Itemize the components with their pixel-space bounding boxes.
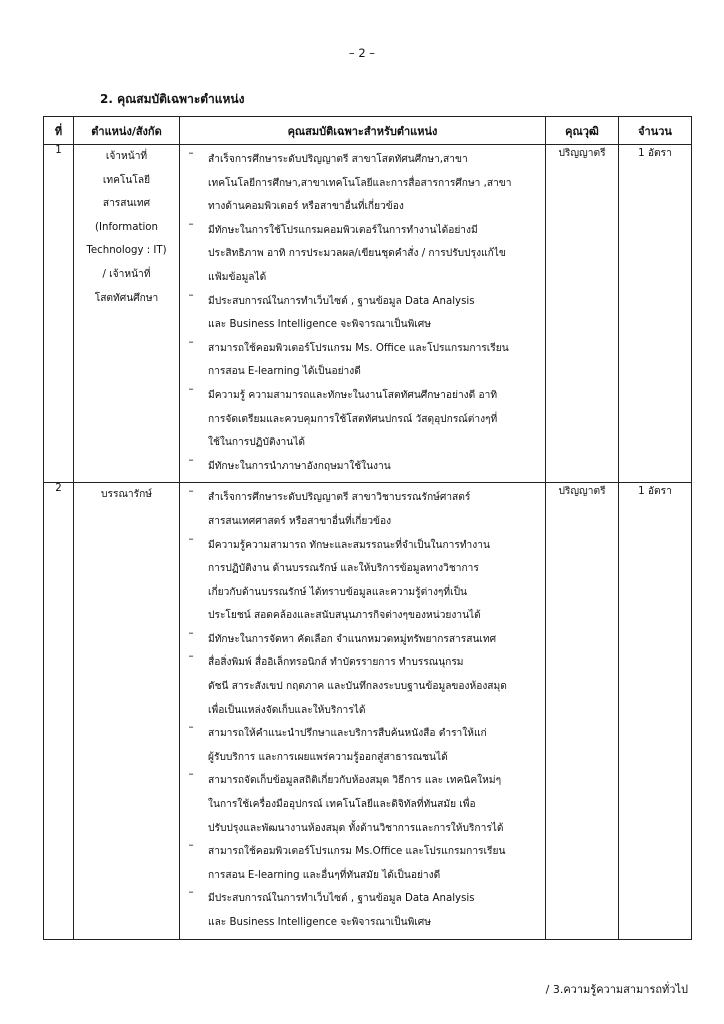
table-row <box>44 483 692 939</box>
quantity-cell: 1 อัตรา <box>619 483 692 939</box>
spec-item <box>184 148 539 219</box>
position-line: / เจ้าหน้าที่ <box>102 268 151 280</box>
dash-bullet-icon: – <box>188 336 194 348</box>
spec-line: มีทักษะในการใช้โปรแกรมคอมพิวเตอร์ในการทำงานได้อย่างมี <box>208 224 478 236</box>
spec-item <box>184 769 539 840</box>
position-line: บรรณารักษ์ <box>101 489 152 501</box>
specs-cell <box>180 145 546 483</box>
row-number: 2 <box>44 483 74 939</box>
spec-line: ในการใช้เครื่องมืออุปกรณ์ เทคโนโลยีและดิจิทัลที่ทันสมัย เพื่อ <box>208 799 476 811</box>
spec-line: ผู้รับบริการ และการเผยแพร่ความรู้ออกสู่สาธารณชนได้ <box>208 751 448 763</box>
dash-bullet-icon: – <box>188 722 194 734</box>
header-quantity: จำนวน <box>619 117 692 145</box>
spec-line: สามารถจัดเก็บข้อมูลสถิติเกี่ยวกับห้องสมุด วิธีการ และ เทคนิคใหม่ๆ <box>208 775 502 787</box>
dash-bullet-icon: – <box>188 887 194 899</box>
spec-item <box>184 219 539 290</box>
spec-item <box>184 486 539 533</box>
spec-item <box>184 337 539 384</box>
dash-bullet-icon: – <box>188 383 194 395</box>
spec-line: ดัชนี สาระสังเขป กฤตภาค และบันทึกลงระบบฐานข้อมูลของห้องสมุด <box>208 681 507 693</box>
position-cell <box>74 145 180 483</box>
qualifications-table <box>43 116 692 940</box>
spec-line: ทางด้านคอมพิวเตอร์ หรือสาขาอื่นที่เกี่ยวข้อง <box>208 201 404 213</box>
spec-line: ปรับปรุงและพัฒนางานห้องสมุด ทั้งด้านวิชาการและการให้บริการได้ <box>208 822 504 834</box>
dash-bullet-icon: – <box>188 454 194 466</box>
spec-line: มีความรู้ความสามารถ ทักษะและสมรรถนะที่จำเป็นในการทำงาน <box>208 539 490 551</box>
spec-line: เทคโนโลยีการศึกษา,สาขาเทคโนโลยีและการสื่อสารการศึกษา ,สาขา <box>208 177 512 189</box>
dash-bullet-icon: – <box>188 486 194 498</box>
spec-line: มีประสบการณ์ในการทำเว็บไซต์ , ฐานข้อมูล Data Analysis <box>208 295 475 307</box>
spec-item <box>184 384 539 455</box>
dash-bullet-icon: – <box>188 148 194 159</box>
table-header-row <box>44 117 692 145</box>
spec-item <box>184 651 539 722</box>
specs-list <box>180 483 545 938</box>
specs-list <box>180 145 545 482</box>
spec-line: การจัดเตรียมและควบคุมการใช้โสตทัศนปกรณ์ วัสดุอุปกรณ์ต่างๆที่ <box>208 413 498 425</box>
spec-line: สามารถใช้คอมพิวเตอร์โปรแกรม Ms.Office และโปรแกรมการเรียน <box>208 846 506 858</box>
spec-item <box>184 887 539 934</box>
spec-line: และ Business Intelligence จะพิจารณาเป็นพิเศษ <box>208 917 431 928</box>
spec-line: เกี่ยวกับด้านบรรณรักษ์ ได้ทราบข้อมูลและความรู้ต่างๆที่เป็น <box>208 586 468 598</box>
page-number: – 2 – <box>348 46 376 60</box>
quantity-cell: 1 อัตรา <box>619 145 692 483</box>
dash-bullet-icon: – <box>188 651 194 663</box>
qualification-cell: ปริญญาตรี <box>546 145 619 483</box>
spec-item <box>184 455 539 479</box>
spec-line: สำเร็จการศึกษาระดับปริญญาตรี สาขาโสตทัศนศึกษา,สาขา <box>208 154 468 165</box>
spec-line: มีประสบการณ์ในการทำเว็บไซต์ , ฐานข้อมูล Data Analysis <box>208 893 475 905</box>
dash-bullet-icon: – <box>188 218 194 230</box>
spec-item <box>184 290 539 337</box>
position-line: เทคโนโลยี <box>102 174 151 186</box>
dash-bullet-icon: – <box>188 289 194 301</box>
spec-line: สามารถใช้คอมพิวเตอร์โปรแกรม Ms. Office และโปรแกรมการเรียน <box>208 342 509 354</box>
spec-line: แฟ้มข้อมูลได้ <box>208 271 267 283</box>
position-line: สารสนเทศ <box>102 198 151 210</box>
header-no: ที่ <box>44 117 74 145</box>
spec-item <box>184 722 539 769</box>
spec-line: มีทักษะในการจัดหา คัดเลือก จำแนกหมวดหมู่ทรัพยากรสารสนเทศ <box>208 633 497 645</box>
spec-line: สื่อสิ่งพิมพ์ สื่ออิเล็กทรอนิกส์ ทำบัตรรายการ ทำบรรณนุกรม <box>208 657 464 669</box>
spec-line: สารสนเทศศาสตร์ หรือสาขาอื่นที่เกี่ยวข้อง <box>208 515 392 527</box>
spec-line: สามารถให้คำแนะนำปรึกษาและบริการสืบค้นหนังสือ ตำราให้แก่ <box>208 728 487 740</box>
header-qualification: คุณวุฒิ <box>546 117 619 145</box>
spec-line: การปฏิบัติงาน ด้านบรรณรักษ์ และให้บริการข้อมูลทางวิชาการ <box>208 563 479 575</box>
spec-line: มีทักษะในการนำภาษาอังกฤษมาใช้ในงาน <box>208 460 391 472</box>
spec-line: ใช้ในการปฏิบัติงานได้ <box>208 437 305 449</box>
spec-line: การสอน E-learning ได้เป็นอย่างดี <box>208 366 361 378</box>
dash-bullet-icon: – <box>188 533 194 545</box>
dash-bullet-icon: – <box>188 840 194 852</box>
spec-item <box>184 534 539 628</box>
dash-bullet-icon: – <box>188 769 194 781</box>
spec-line: การสอน E-learning และอื่นๆที่ทันสมัย ได้เป็นอย่างดี <box>208 869 441 881</box>
qualification-cell: ปริญญาตรี <box>546 483 619 939</box>
position-line: เจ้าหน้าที่ <box>105 151 148 162</box>
header-specs: คุณสมบัติเฉพาะสำหรับตำแหน่ง <box>180 117 546 145</box>
spec-line: ประสิทธิภาพ อาทิ การประมวลผล/เขียนชุดคำสั่ง / การปรับปรุงแก้ไข <box>208 248 506 260</box>
dash-bullet-icon: – <box>188 627 194 639</box>
footer-note: / 3.ความรู้ความสามารถทั่วไป <box>545 983 688 996</box>
section-title: 2. คุณสมบัติเฉพาะตำแหน่ง <box>100 92 245 106</box>
table-row <box>44 145 692 483</box>
spec-line: สำเร็จการศึกษาระดับปริญญาตรี สาขาวิชาบรรณรักษ์ศาสตร์ <box>208 492 471 504</box>
spec-line: และ Business Intelligence จะพิจารณาเป็นพิเศษ <box>208 319 431 331</box>
spec-item <box>184 628 539 652</box>
position-line: (Information <box>95 221 158 233</box>
specs-cell <box>180 483 546 939</box>
spec-line: ประโยชน์ สอดคล้องและสนับสนุนภารกิจต่างๆของหน่วยงานได้ <box>208 610 481 622</box>
position-cell <box>74 483 180 939</box>
position-line: Technology : IT) <box>86 245 167 257</box>
header-position: ตำแหน่ง/สังกัด <box>74 117 180 145</box>
row-number: 1 <box>44 145 74 483</box>
spec-item <box>184 840 539 887</box>
position-line: โสตทัศนศึกษา <box>94 292 159 304</box>
spec-line: เพื่อเป็นแหล่งจัดเก็บและให้บริการได้ <box>208 704 366 716</box>
spec-line: มีความรู้ ความสามารถและทักษะในงานโสตทัศนศึกษาอย่างดี อาทิ <box>208 389 498 401</box>
